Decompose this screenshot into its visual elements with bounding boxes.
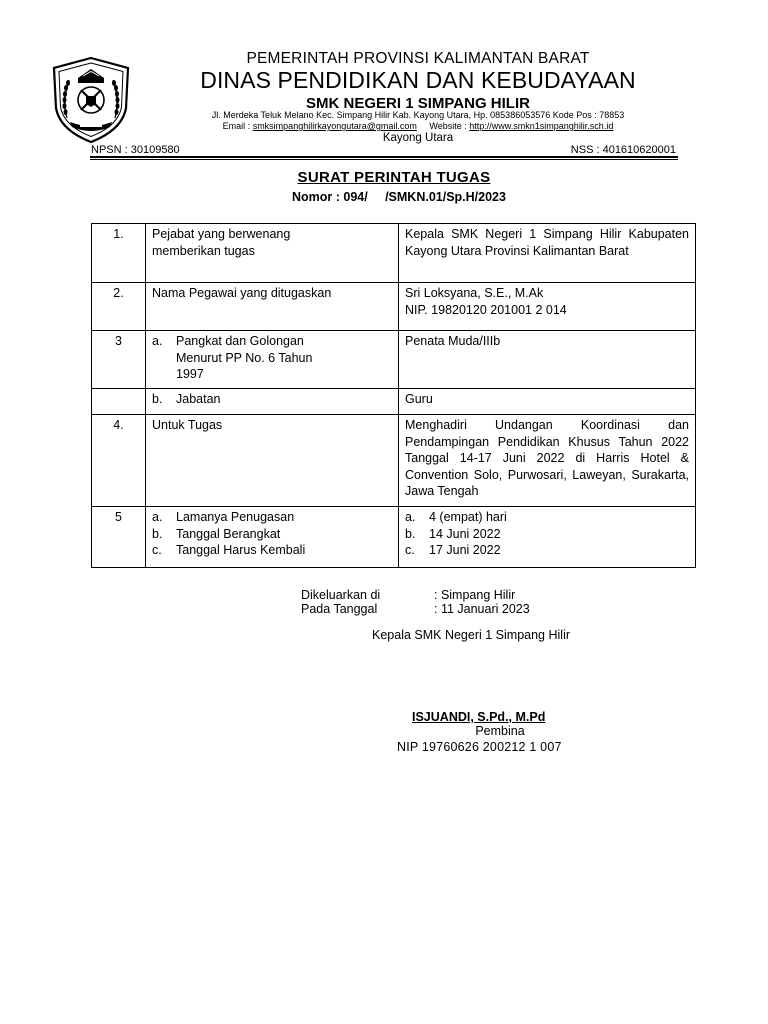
sub-key: b.: [405, 526, 416, 541]
table-row: [92, 507, 696, 568]
value-line: 17 Juni 2022: [429, 543, 501, 557]
sub-key: a.: [405, 510, 416, 524]
sub-key: a.: [152, 510, 163, 524]
label-line: Lamanya Penugasan: [176, 510, 295, 524]
agency-name: DINAS PENDIDIKAN DAN KEBUDAYAAN: [200, 67, 636, 93]
contact-line: [140, 121, 696, 131]
label-line: Pejabat yang berwenang: [152, 227, 291, 241]
sub-key: b.: [152, 392, 163, 406]
sub-key: b.: [152, 526, 163, 541]
nss-code: NSS : 401610620001: [570, 144, 676, 156]
row-label: [146, 283, 399, 331]
sub-key: c.: [152, 543, 162, 557]
signer-nip: NIP 19760626 200212 1 007: [397, 740, 562, 754]
row-label: [146, 507, 399, 568]
issued-place-label: Dikeluarkan di: [301, 588, 381, 602]
issued-date-label: Pada Tanggal: [301, 602, 378, 616]
row-value: Penata Muda/IIIb: [399, 331, 696, 389]
row-value: Menghadiri Undangan Koordinasi dan Pendampingan Pendidikan Khusus Tahun 2022 Tanggal 14-17 Juni 2022 di Harris Hotel & Convention Solo, Purwosari, Laweyan, Surakarta, Jawa Tengah: [399, 415, 696, 507]
label-line: Pangkat dan Golongan: [176, 334, 304, 348]
label-line: Menurut PP No. 6 Tahun: [176, 350, 313, 365]
row-number: 5: [92, 507, 146, 568]
table-row: [92, 224, 696, 283]
letterhead-divider-thin: [90, 159, 678, 160]
row-value: Kepala SMK Negeri 1 Simpang Hilir Kabupaten Kayong Utara Provinsi Kalimantan Barat: [399, 224, 696, 283]
email-link[interactable]: smksimpanghilirkayongutara@gmail.com: [252, 121, 417, 131]
table-row: [92, 283, 696, 331]
task-details-table: [91, 223, 696, 568]
row-value: [399, 507, 696, 568]
school-address: Jl. Merdeka Teluk Melano Kec. Simpang Hilir Kab. Kayong Utara, Hp. 085386053576 Kode Pos : 78853: [211, 110, 625, 120]
provincial-coat-of-arms-icon: [50, 56, 132, 144]
website-link[interactable]: http://www.smkn1simpanghilir.sch.id: [469, 121, 614, 131]
label-line: Nama Pegawai yang ditugaskan: [152, 286, 332, 300]
label-line: Jabatan: [176, 392, 221, 406]
sub-key: a.: [152, 334, 163, 348]
government-name: PEMERINTAH PROVINSI KALIMANTAN BARAT: [246, 50, 590, 67]
label-line: Tanggal Berangkat: [176, 526, 281, 541]
school-name: SMK NEGERI 1 SIMPANG HILIR: [306, 95, 530, 112]
npsn-code: NPSN : 30109580: [91, 144, 180, 156]
signer-position: Kepala SMK Negeri 1 Simpang Hilir: [372, 628, 571, 642]
row-value: Guru: [399, 389, 696, 415]
row-label: [146, 331, 399, 389]
row-number: 4.: [92, 415, 146, 507]
email-label: Email :: [222, 121, 253, 131]
sub-key: c.: [405, 543, 415, 557]
value-line: Sri Loksyana, S.E., M.Ak: [405, 286, 544, 300]
table-row: [92, 415, 696, 507]
row-number: 3: [92, 331, 146, 389]
table-row: [92, 331, 696, 389]
row-label: [146, 224, 399, 283]
signer-rank: Pembina: [475, 724, 525, 738]
issued-place: : Simpang Hilir: [434, 588, 516, 602]
letterhead-divider: [90, 156, 678, 158]
label-line: Tanggal Harus Kembali: [176, 543, 306, 557]
row-number: 2.: [92, 283, 146, 331]
document-title: SURAT PERINTAH TUGAS: [297, 169, 491, 186]
value-line: 14 Juni 2022: [429, 526, 501, 541]
row-label: [146, 415, 399, 507]
row-value: [399, 283, 696, 331]
label-line: 1997: [176, 367, 204, 381]
label-line: Untuk Tugas: [152, 418, 223, 432]
label-line: memberikan tugas: [152, 243, 255, 258]
website-label: Website :: [429, 121, 470, 131]
row-number: 1.: [92, 224, 146, 283]
issued-date: : 11 Januari 2023: [434, 602, 530, 616]
document-number: Nomor : 094/ /SMKN.01/Sp.H/2023: [292, 190, 506, 204]
row-label: [146, 389, 399, 415]
value-line: NIP. 19820120 201001 2 014: [405, 302, 567, 317]
region-name: Kayong Utara: [382, 132, 454, 144]
table-row: [92, 389, 696, 415]
row-number: [92, 389, 146, 415]
value-line: 4 (empat) hari: [429, 510, 507, 524]
signer-name: ISJUANDI, S.Pd., M.Pd: [412, 710, 546, 724]
